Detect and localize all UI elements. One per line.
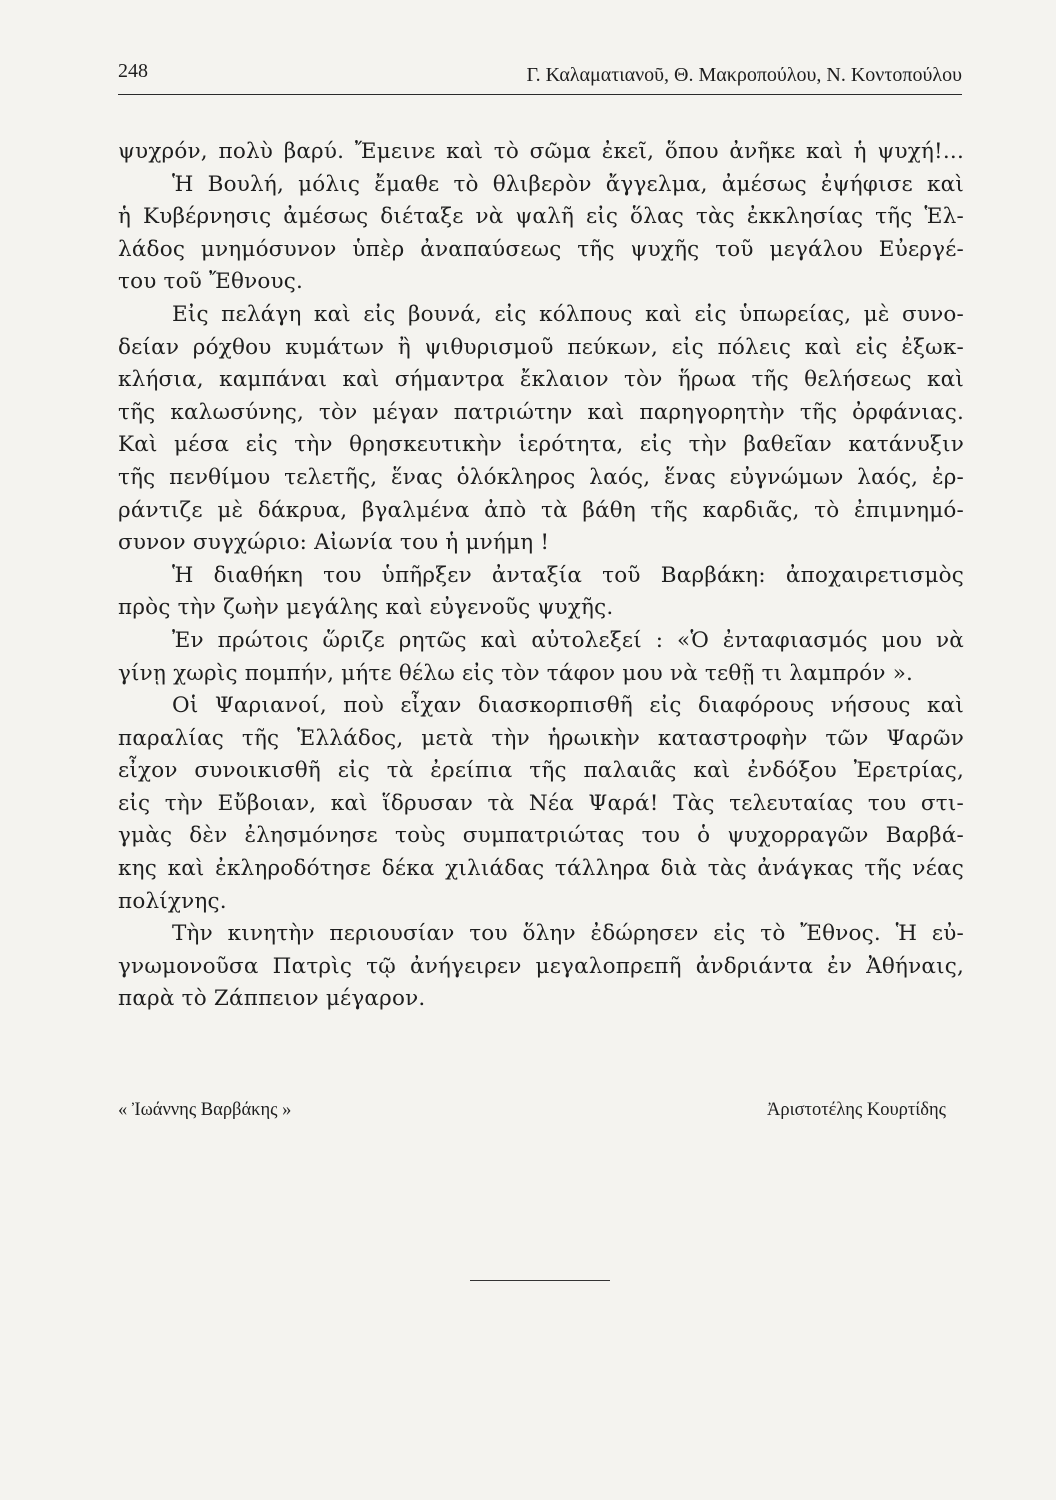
signature-row [118, 1096, 946, 1128]
text-line: Ἐν πρώτοις ὥριζε ρητῶς καὶ αὐτολεξεί : «Ὁ ἐνταφιασμός μου νὰ [172, 627, 964, 653]
text-line: κλήσια, καμπάναι καὶ σήμαντρα ἔκλαιον τὸν ἥρωα τῆς θελήσεως καὶ [118, 367, 964, 393]
body-text [118, 136, 964, 1016]
page-header [118, 58, 962, 92]
text-line: τῆς καλωσύνης, τὸν μέγαν πατριώτην καὶ παρηγορητὴν τῆς ὀρφάνιας. [118, 399, 964, 425]
text-line: δείαν ρόχθου κυμάτων ἢ ψιθυρισμοῦ πεύκων, εἰς πόλεις καὶ εἰς ἐξωκ- [118, 334, 964, 360]
text-line: Καὶ μέσα εἰς τὴν θρησκευτικὴν ἱερότητα, εἰς τὴν βαθεῖαν κατάνυξιν [118, 432, 964, 458]
running-title: Γ. Καλαματιανοῦ, Θ. Μακροπούλου, Ν. Κοντοπούλου [526, 64, 962, 86]
text-line: Οἱ Ψαριανοί, ποὺ εἶχαν διασκορπισθῆ εἰς διαφόρους νήσους καὶ [172, 693, 964, 719]
text-line: Ἡ διαθήκη του ὑπῆρξεν ἀνταξία τοῦ Βαρβάκη: ἀποχαιρετισμὸς [172, 562, 964, 588]
separator-rule [470, 1280, 610, 1281]
text-line: εἶχον συνοικισθῆ εἰς τὰ ἐρείπια τῆς παλαιᾶς καὶ ἐνδόξου Ἐρετρίας, [118, 758, 964, 784]
header-rule [118, 94, 962, 95]
text-line: παραλίας τῆς Ἑλλάδος, μετὰ τὴν ἡρωικὴν καταστροφὴν τῶν Ψαρῶν [118, 725, 964, 751]
text-line: Τὴν κινητὴν περιουσίαν του ὅλην ἐδώρησεν εἰς τὸ Ἔθνος. Ἡ εὐ- [172, 921, 964, 947]
text-line: ψυχρόν, πολὺ βαρύ. Ἔμεινε καὶ τὸ σῶμα ἐκεῖ, ὅπου ἀνῆκε καὶ ἡ ψυχή!... [118, 139, 964, 164]
text-line: Ἡ Βουλή, μόλις ἔμαθε τὸ θλιβερὸν ἄγγελμα, ἀμέσως ἐψήφισε καὶ [172, 171, 964, 197]
page-number: 248 [118, 60, 148, 82]
text-line: γίνῃ χωρὶς πομπήν, μήτε θέλω εἰς τὸν τάφον μου νὰ τεθῇ τι λαμπρόν ». [118, 660, 914, 686]
text-line: ἡ Κυβέρνησις ἀμέσως διέταξε νὰ ψαλῆ εἰς ὅλας τὰς ἐκκλησίας τῆς Ἑλ- [118, 204, 964, 230]
text-line: παρὰ τὸ Ζάππειον μέγαρον. [118, 986, 426, 1012]
text-line: εἰς τὴν Εὔβοιαν, καὶ ἵδρυσαν τὰ Νέα Ψαρά! Τὰς τελευταίας του στι- [118, 790, 964, 816]
text-line: συνον συγχώριο: Αἰωνία του ἡ μνήμη ! [118, 530, 550, 556]
text-line: γνωμονοῦσα Πατρὶς τῷ ἀνήγειρεν μεγαλοπρεπῆ ἀνδριάντα ἐν Ἀθήναις, [118, 953, 964, 979]
text-line: του τοῦ Ἔθνους. [118, 269, 304, 295]
text-line: πολίχνης. [118, 888, 227, 914]
text-line: γμὰς δὲν ἐλησμόνησε τοὺς συμπατριώτας του ὁ ψυχορραγῶν Βαρβά- [118, 823, 964, 849]
article-reference: « Ἰωάννης Βαρβάκης » [118, 1100, 292, 1120]
text-line: πρὸς τὴν ζωὴν μεγάλης καὶ εὐγενοῦς ψυχῆς. [118, 595, 614, 621]
text-line: τῆς πενθίμου τελετῆς, ἕνας ὁλόκληρος λαός, ἕνας εὐγνώμων λαός, ἐρ- [118, 464, 964, 490]
author-signature: Ἀριστοτέλης Κουρτίδης [767, 1100, 946, 1120]
text-line: ράντιζε μὲ δάκρυα, βγαλμένα ἀπὸ τὰ βάθη τῆς καρδιᾶς, τὸ ἐπιμνημό- [118, 497, 964, 523]
text-line: λάδος μνημόσυνον ὑπὲρ ἀναπαύσεως τῆς ψυχῆς τοῦ μεγάλου Εὐεργέ- [118, 236, 964, 262]
text-line: κης καὶ ἐκληροδότησε δέκα χιλιάδας τάλληρα διὰ τὰς ἀνάγκας τῆς νέας [118, 856, 964, 882]
text-line: Εἰς πελάγη καὶ εἰς βουνά, εἰς κόλπους καὶ εἰς ὑπωρείας, μὲ συνο- [172, 301, 964, 327]
